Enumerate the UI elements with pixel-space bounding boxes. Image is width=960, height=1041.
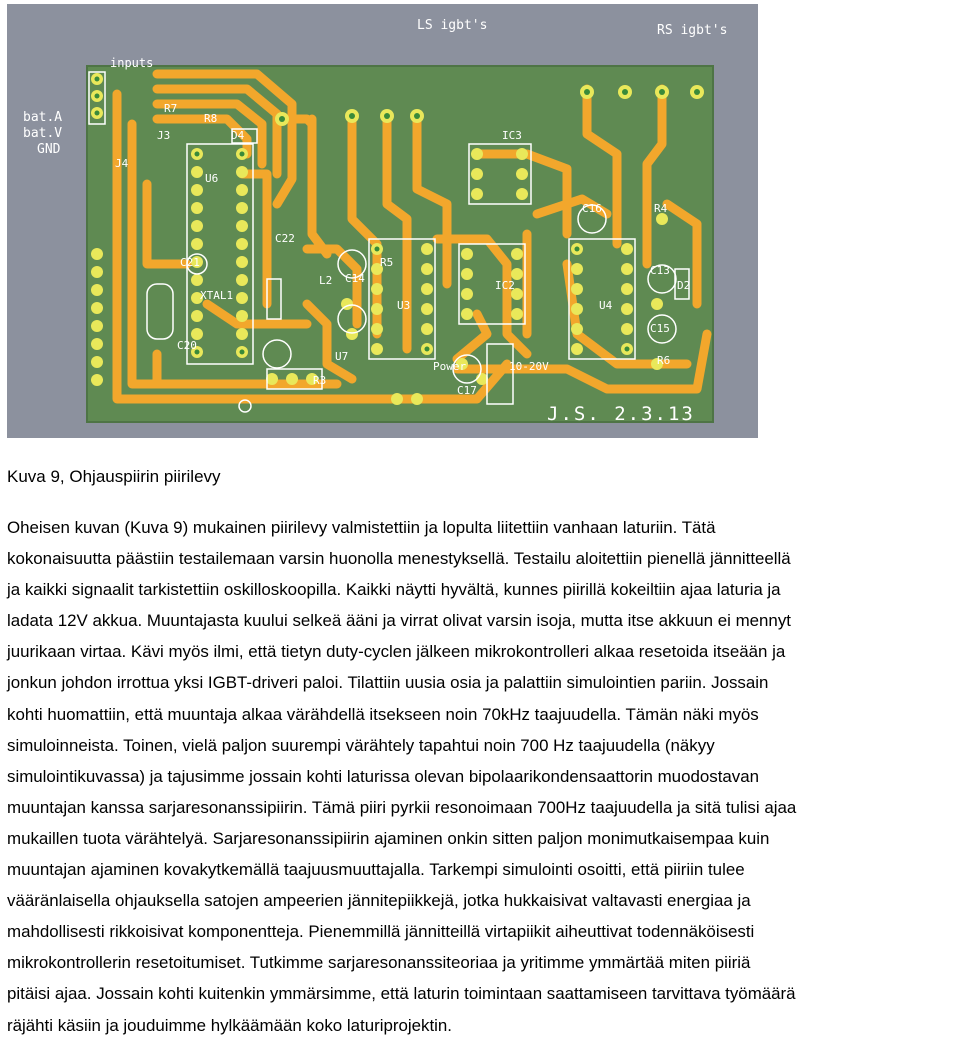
paragraph-line: vääränlaisella ohjauksella satojen ampeerien jännitepiikkejä, jotka hukkaisivat valtavasti energiaa ja [7, 891, 751, 911]
label-d4: D4 [231, 129, 245, 142]
label-r7: R7 [164, 102, 178, 115]
paragraph-line: kokonaisuutta päästiin testailemaan varsin huonolla menestyksellä. Testailu aloitettiin pienellä jännitteellä [7, 549, 791, 569]
label-u6: U6 [205, 172, 219, 185]
board-signature: J.S. 2.3.13 [547, 403, 695, 425]
label-r6: R6 [657, 354, 671, 367]
paragraph-line: räjähti käsiin ja jouduimme hylkäämään koko laturiprojektin. [7, 1015, 453, 1035]
label-u7: U7 [335, 350, 349, 363]
label-ic2: IC2 [495, 279, 515, 292]
paragraph-line: juurikaan virtaa. Kävi myös ilmi, että tietyn duty-cyclen jälkeen mikrokontrolleri alkaa resetoida itseään ja [7, 642, 786, 662]
label-c14: C14 [345, 272, 365, 285]
label-c17: C17 [457, 384, 477, 397]
label-rs-igbts: RS igbt's [657, 23, 728, 38]
paragraph-line: ja kaikki signaalit tarkistettiin oskilloskoopilla. Kaikki näytti hyvältä, kunnes piirillä kokeiltiin ajaa laturia ja [7, 580, 781, 600]
label-d2: D2 [677, 279, 691, 292]
label-gnd: GND [37, 142, 61, 157]
label-xtal1: XTAL1 [200, 289, 234, 302]
label-bat-v: bat.V [23, 126, 63, 141]
label-u4: U4 [599, 299, 613, 312]
label-c22: C22 [275, 232, 295, 245]
label-r3: R3 [313, 374, 327, 387]
paragraph-line: muuntajan kanssa sarjaresonanssipiirin. Tämä piiri pyrkii resonoimaan 700Hz taajuudella ja sitä tulisi ajaa [7, 797, 797, 817]
paragraph-line: Oheisen kuvan (Kuva 9) mukainen piirilevy valmistettiin ja lopulta liitettiin vanhaan laturiin. Tätä [7, 518, 716, 537]
label-ic3: IC3 [502, 129, 522, 142]
label-inputs: inputs [110, 56, 154, 70]
label-l2: L2 [319, 274, 333, 287]
label-r8: R8 [204, 112, 218, 125]
label-c15: C15 [650, 322, 670, 335]
label-v-range: 10-20V [509, 360, 549, 373]
label-r4: R4 [654, 202, 668, 215]
label-r5: R5 [380, 256, 394, 269]
label-power: Power [433, 360, 467, 373]
label-c21: C21 [180, 256, 200, 269]
label-ls-igbts: LS igbt's [417, 18, 488, 33]
label-c20: C20 [177, 339, 197, 352]
body-paragraph [7, 512, 957, 1041]
paragraph-line: kohti huomattiin, että muuntaja alkaa värähdellä itsekseen noin 70kHz taajuudella. Tämän näki myös [7, 704, 759, 724]
figure-caption: Kuva 9, Ohjauspiirin piirilevy [7, 467, 221, 486]
label-u3: U3 [397, 299, 411, 312]
paragraph-line: simuloinneista. Toinen, vielä paljon suurempi värähtely tapahtui noin 700 Hz taajuudella (näkyy [7, 735, 715, 755]
pcb-layout-image [7, 4, 758, 438]
paragraph-line: pitäisi ajaa. Jossain kohti kuitenkin ymmärsimme, että laturin toimintaan saattamiseen tarvittava työmäärä [7, 984, 796, 1004]
label-c13: C13 [650, 264, 670, 277]
paragraph-line: mahdollisesti rikkoisivat komponentteja. Pienemmillä jännitteillä virtapiikit aiheuttivat todennäköisesti [7, 922, 755, 942]
label-bat-a: bat.A [23, 110, 63, 125]
paragraph-line: muuntajan ajaminen kovakytkemällä taajuusmuuttajalla. Tarkempi simulointi osoitti, että piiriin tulee [7, 860, 745, 880]
label-j3: J3 [157, 129, 171, 142]
paragraph-line: jonkun johdon irrottua yksi IGBT-driveri paloi. Tilattiin uusia osia ja palattiin simulointien pariin. Jossain [7, 673, 769, 693]
label-c16: C16 [582, 202, 602, 215]
label-j4: J4 [115, 157, 129, 170]
paragraph-line: mikrokontrollerin resetoitumiset. Tutkimme sarjaresonanssiteoriaa ja yritimme ymmärtää miten piiriä [7, 953, 751, 973]
paragraph-line: ladata 12V akkua. Muuntajasta kuului selkeä ääni ja virrat olivat varsin isoja, mutta itse akkuun ei mennyt [7, 611, 791, 631]
paragraph-line: simulointikuvassa) ja tajusimme jossain kohti laturissa olevan bipolaarikondensaattorin muodostavan [7, 766, 760, 786]
paragraph-line: mukaillen tuota värähtelyä. Sarjaresonanssipiirin ajaminen onkin sitten paljon monimutkaisempaa kuin [7, 828, 770, 848]
